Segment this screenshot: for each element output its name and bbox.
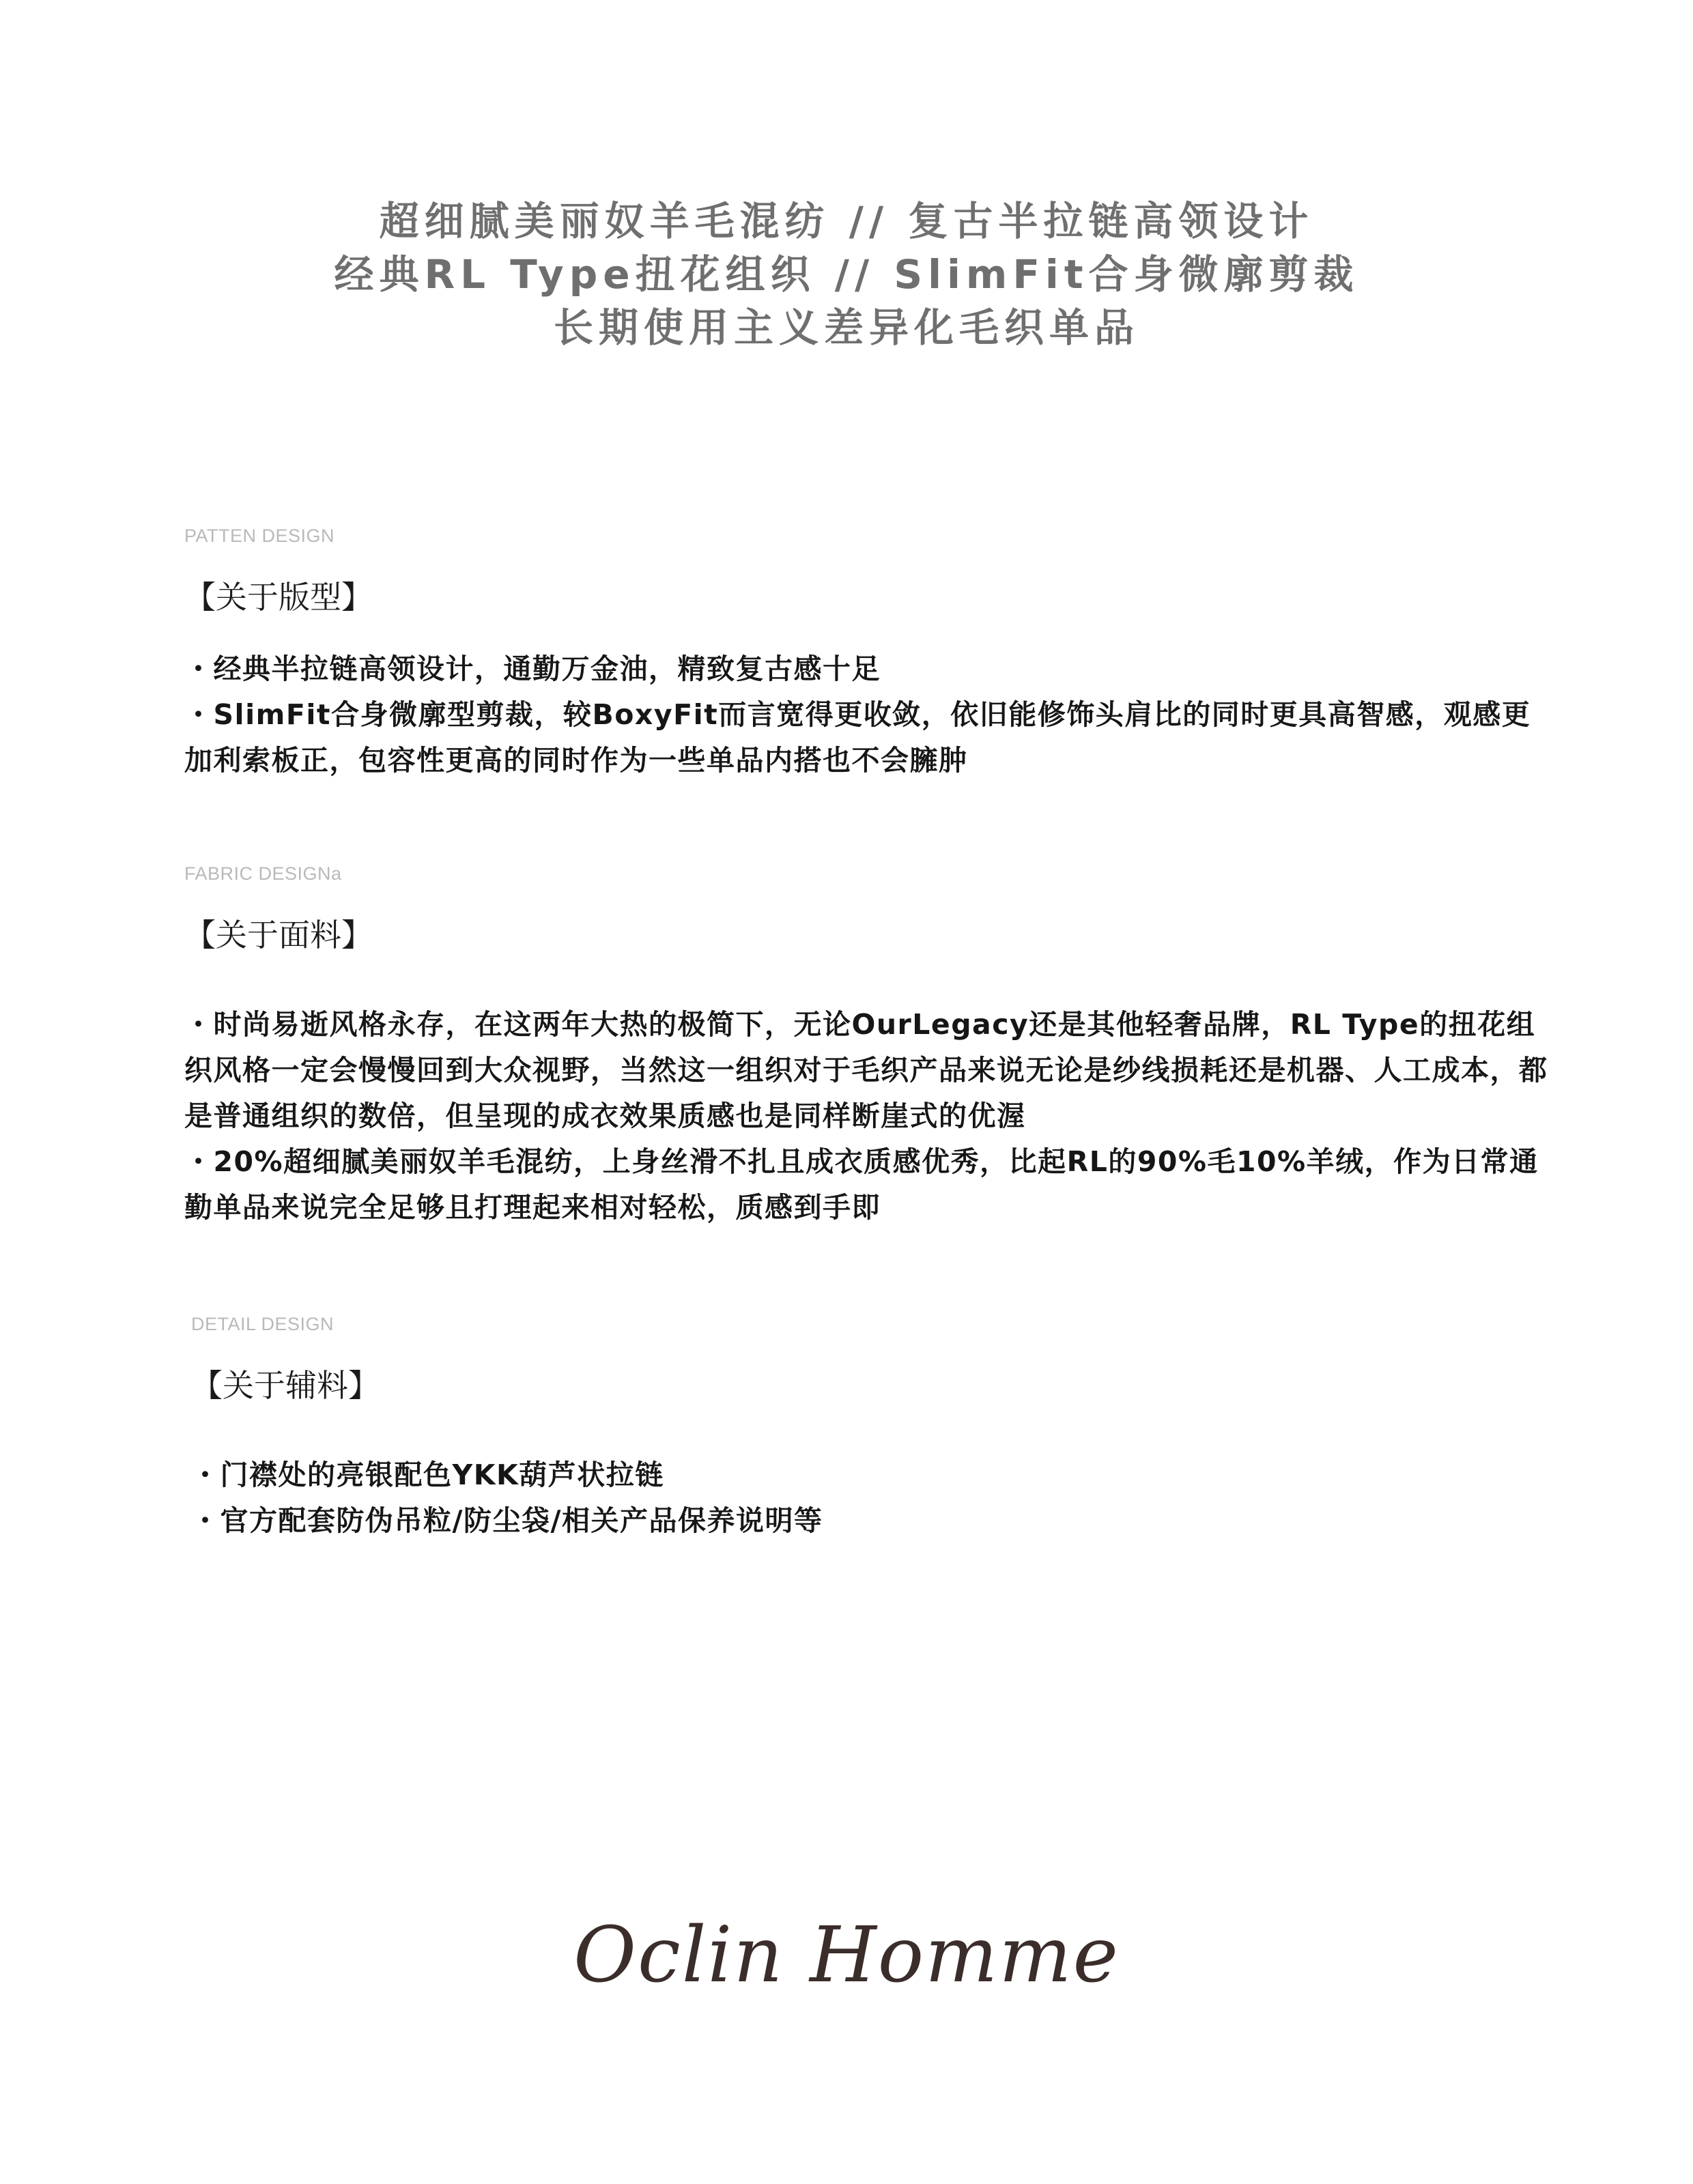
section-english-label: PATTEN DESIGN bbox=[184, 526, 335, 546]
section-title: 【关于面料】 bbox=[184, 917, 373, 953]
headline-line-3: 长期使用主义差异化毛织单品 bbox=[553, 304, 1139, 351]
section-english-label: FABRIC DESIGNa bbox=[184, 863, 342, 884]
bullet-item: ・20%超细腻美丽奴羊毛混纺，上身丝滑不扎且成衣质感优秀，比起RL的90%毛10%羊绒，作为日常通勤单品来说完全足够且打理起来相对轻松，质感到手即 bbox=[184, 1145, 1539, 1224]
section-body bbox=[184, 1452, 1550, 1544]
bullet-item: ・官方配套防伪吊粒/防尘袋/相关产品保养说明等 bbox=[191, 1504, 823, 1537]
headline-line-2: 经典RL Type扭花组织 // SlimFit合身微廓剪裁 bbox=[334, 251, 1359, 298]
section-title: 【关于版型】 bbox=[184, 579, 373, 616]
section-detail bbox=[184, 1314, 1550, 1544]
section-body bbox=[184, 1002, 1550, 1231]
bullet-item: ・门襟处的亮银配色YKK葫芦状拉链 bbox=[191, 1459, 664, 1491]
section-title: 【关于辅料】 bbox=[191, 1367, 380, 1404]
brand-logo: Oclin Homme bbox=[573, 1911, 1120, 2000]
bullet-item: ・经典半拉链高领设计，通勤万金油，精致复古感十足 bbox=[184, 652, 881, 685]
bullet-item: ・SlimFit合身微廓型剪裁，较BoxyFit而言宽得更收敛，依旧能修饰头肩比的同时更具高智感，观感更加利索板正，包容性更高的同时作为一些单品内搭也不会臃肿 bbox=[184, 698, 1531, 777]
headline-line-1: 超细腻美丽奴羊毛混纺 // 复古半拉链高领设计 bbox=[379, 198, 1314, 244]
section-body bbox=[184, 646, 1550, 784]
section-english-label: DETAIL DESIGN bbox=[191, 1314, 335, 1334]
headline-block bbox=[0, 195, 1693, 354]
bullet-item: ・时尚易逝风格永存，在这两年大热的极简下，无论OurLegacy还是其他轻奢品牌，RL Type的扭花组织风格一定会慢慢回到大众视野，当然这一组织对于毛织产品来说无论是纱线损耗还是机器、人工成本，都是普通组织的数倍，但呈现的成衣效果质感也是同样断崖式的优渥 bbox=[184, 1008, 1548, 1132]
section-pattern bbox=[184, 526, 1550, 784]
section-fabric bbox=[184, 863, 1550, 1231]
